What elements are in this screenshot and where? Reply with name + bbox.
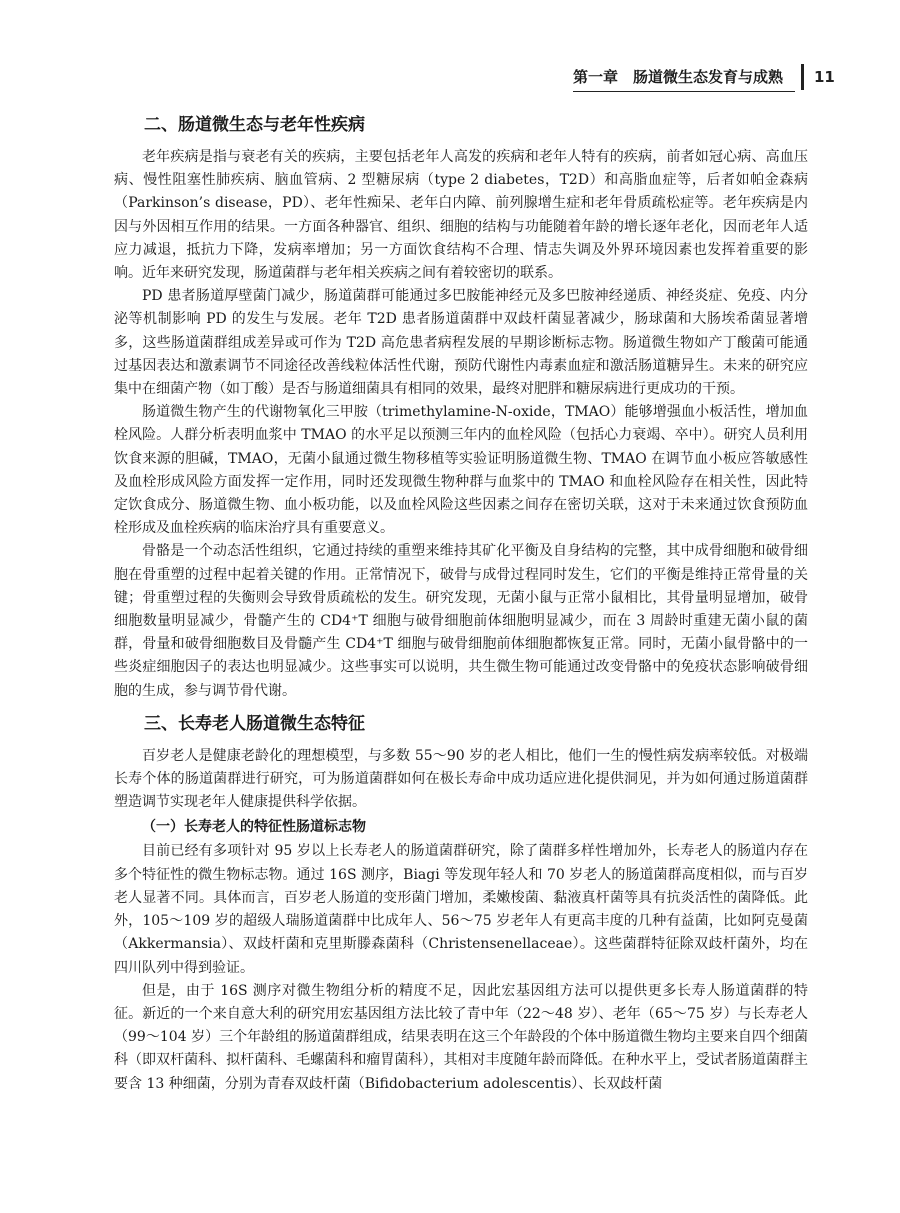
- header-divider: [801, 64, 804, 90]
- chapter-title: 第一章 肠道微生态发育与成熟: [573, 62, 795, 92]
- paragraph: 老年疾病是指与衰老有关的疾病，主要包括老年人高发的疾病和老年人特有的疾病，前者如冠心病、高血压病、慢性阻塞性肺疾病、脑血管病、2 型糖尿病（type 2 diabetes，T2D）和高脂血症等，后者如帕金森病（Parkinson’s disease，PD）、老年性痴呆、老年白内障、前列腺增生症和老年骨质疏松症等。老年疾病是内因与外因相互作用的结果。一方面各种器官、组织、细胞的结构与功能随着年龄的增长逐年老化，因而老年人适应力减退，抵抗力下降，发病率增加；另一方面饮食结构不合理、情志失调及外界环境因素也发挥着重要的影响。近年来研究发现，肠道菌群与老年相关疾病之间有着较密切的联系。: [114, 149, 808, 282]
- section-heading-aging-diseases: 二、肠道微生态与老年性疾病: [144, 115, 365, 135]
- page-number: 11: [814, 68, 835, 86]
- paragraph: 骨骼是一个动态活性组织，它通过持续的重塑来维持其矿化平衡及自身结构的完整，其中成骨细胞和破骨细胞在骨重塑的过程中起着关键的作用。正常情况下，破骨与成骨过程同时发生，它们的平衡是维持正常骨量的关键；骨重塑过程的失衡则会导致骨质疏松的发生。研究发现，无菌小鼠与正常小鼠相比，其骨量明显增加，破骨细胞数量明显减少，骨髓产生的 CD4⁺T 细胞与破骨细胞前体细胞明显减少，而在 3 周龄时重建无菌小鼠的菌群，骨量和破骨细胞数目及骨髓产生 CD4⁺T 细胞与破骨细胞前体细胞都恢复正常。同时，无菌小鼠骨骼中的一些炎症细胞因子的表达也明显减少。这些事实可以说明，共生微生物可能通过改变骨骼中的免疫状态影响破骨细胞的生成，参与调节骨代谢。: [114, 543, 808, 699]
- paragraph: PD 患者肠道厚壁菌门减少，肠道菌群可能通过多巴胺能神经元及多巴胺神经递质、神经炎症、免疫、内分泌等机制影响 PD 的发生与发展。老年 T2D 患者肠道菌群中双歧杆菌显著减少，肠球菌和大肠埃希菌显著增多，这些肠道菌群组成差异或可作为 T2D 高危患者病程发展的早期诊断标志物。肠道微生物如产丁酸菌可能通过基因表达和激素调节不同途径改善线粒体活性代谢，预防代谢性内毒素血症和激活肠道糖异生。未来的研究应集中在细菌产物（如丁酸）是否与肠道细菌具有相同的效果，最终对肥胖和糖尿病进行更成功的干预。: [114, 288, 808, 398]
- paragraph: 百岁老人是健康老龄化的理想模型，与多数 55～90 岁的老人相比，他们一生的慢性病发病率较低。对极端长寿个体的肠道菌群进行研究，可为肠道菌群如何在极长寿命中成功适应进化提供洞见，并为如何通过肠道菌群塑造调节实现老年人健康提供科学依据。: [114, 747, 808, 811]
- page-body: [114, 110, 808, 1096]
- paragraph: 肠道微生物产生的代谢物氧化三甲胺（trimethylamine-N-oxide，TMAO）能够增强血小板活性，增加血栓风险。人群分析表明血浆中 TMAO 的水平足以预测三年内的血栓风险（包括心力衰竭、卒中）。研究人员利用饮食来源的胆碱，TMAO，无菌小鼠通过微生物移植等实验证明肠道微生物、TMAO 在调节血小板应答敏感性及血栓形成风险方面发挥一定作用，同时还发现微生物种群与血浆中的 TMAO 和血栓风险存在相关性，因此特定饮食成分、肠道微生物、血小板功能，以及血栓风险这些因素之间存在密切关联，这对于未来通过饮食预防血栓形成及血栓疾病的临床治疗具有重要意义。: [114, 404, 808, 537]
- section-heading-longevity: 三、长寿老人肠道微生态特征: [144, 713, 365, 734]
- paragraph: 目前已经有多项针对 95 岁以上长寿老人的肠道菌群研究，除了菌群多样性增加外，长寿老人的肠道内存在多个特征性的微生物标志物。通过 16S 测序，Biagi 等发现年轻人和 70 岁老人的肠道菌群高度相似，而与百岁老人显著不同。具体而言，百岁老人肠道的变形菌门增加，柔嫩梭菌、黏液真杆菌等具有抗炎活性的菌降低。此外，105～109 岁的超级人瑞肠道菌群中比成年人、56～75 岁老年人有更高丰度的几种有益菌，比如阿克曼菌（Akkermansia）、双歧杆菌和克里斯滕森菌科（Christensenellaceae）。这些菌群特征除双歧杆菌外，均在四川队列中得到验证。: [114, 843, 808, 976]
- subsection-heading-markers: （一）长寿老人的特征性肠道标志物: [142, 819, 366, 836]
- running-header: [573, 62, 864, 92]
- paragraph: 但是，由于 16S 测序对微生物组分析的精度不足，因此宏基因组方法可以提供更多长寿人肠道菌群的特征。新近的一个来自意大利的研究用宏基因组方法比较了青中年（22～48 岁）、老年（65～75 岁）与长寿老人（99～104 岁）三个年龄组的肠道菌群组成，结果表明在这三个年龄段的个体中肠道微生物均主要来自四个细菌科（即双杆菌科、拟杆菌科、毛螺菌科和瘤胃菌科），其相对丰度随年龄而降低。在种水平上，受试者肠道菌群主要含 13 种细菌，分别为青春双歧杆菌（Bifidobacterium adolescentis）、长双歧杆菌: [114, 982, 808, 1092]
